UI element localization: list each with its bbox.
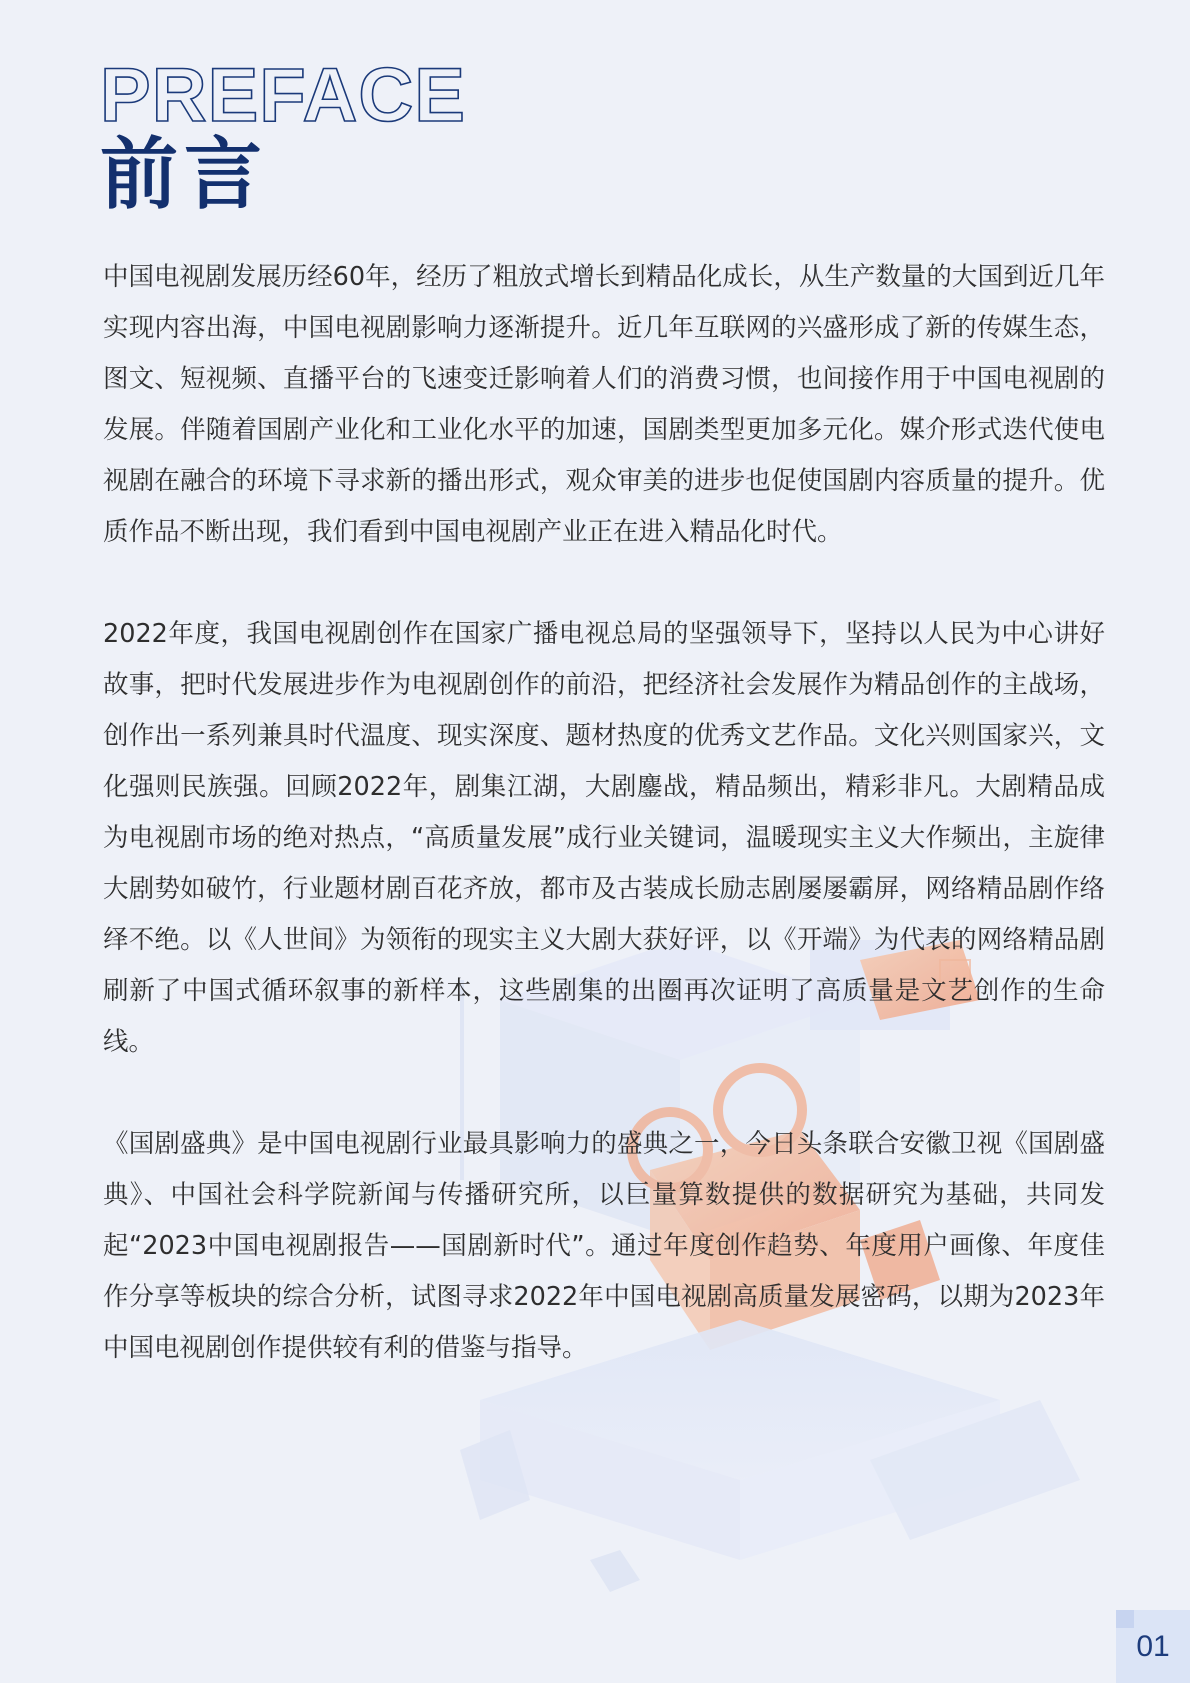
paragraph: 《国剧盛典》是中国电视剧行业最具影响力的盛典之一，今日头条联合安徽卫视《国剧盛典》、中国社会科学院新闻与传播研究所，以巨量算数提供的数据研究为基础，共同发起“2023中国电视剧报告——国剧新时代”。通过年度创作趋势、年度用户画像、年度佳作分享等板块的综合分析，试图寻求2022年中国电视剧高质量发展密码，以期为2023年中国电视剧创作提供较有利的借鉴与指导。 bbox=[103, 1129, 1105, 1363]
page-number-badge bbox=[1116, 1610, 1190, 1683]
paragraph: 2022年度，我国电视剧创作在国家广播电视总局的坚强领导下，坚持以人民为中心讲好故事，把时代发展进步作为电视剧创作的前沿，把经济社会发展作为精品创作的主战场，创作出一系列兼具时代温度、现实深度、题材热度的优秀文艺作品。文化兴则国家兴，文化强则民族强。回顾2022年，剧集江湖，大剧鏖战，精品频出，精彩非凡。大剧精品成为电视剧市场的绝对热点，“高质量发展”成行业关键词，温暖现实主义大作频出，主旋律大剧势如破竹，行业题材剧百花齐放，都市及古装成长励志剧屡屡霸屏，网络精品剧作络绎不绝。以《人世间》为领衔的现实主义大剧大获好评，以《开端》为代表的网络精品剧刷新了中国式循环叙事的新样本，这些剧集的出圈再次证明了高质量是文艺创作的生命线。 bbox=[103, 619, 1105, 1057]
preface-body bbox=[103, 252, 1105, 1425]
page-number: 01 bbox=[1136, 1629, 1170, 1663]
paragraph: 中国电视剧发展历经60年，经历了粗放式增长到精品化成长，从生产数量的大国到近几年实现内容出海，中国电视剧影响力逐渐提升。近几年互联网的兴盛形成了新的传媒生态，图文、短视频、直播平台的飞速变迁影响着人们的消费习惯，也间接作用于中国电视剧的发展。伴随着国剧产业化和工业化水平的加速，国剧类型更加多元化。媒介形式迭代使电视剧在融合的环境下寻求新的播出形式，观众审美的进步也促使国剧内容质量的提升。优质作品不断出现，我们看到中国电视剧产业正在进入精品化时代。 bbox=[103, 262, 1105, 547]
page-title-english: PREFACE bbox=[100, 53, 466, 138]
page-title-chinese: 前言 bbox=[100, 130, 269, 220]
